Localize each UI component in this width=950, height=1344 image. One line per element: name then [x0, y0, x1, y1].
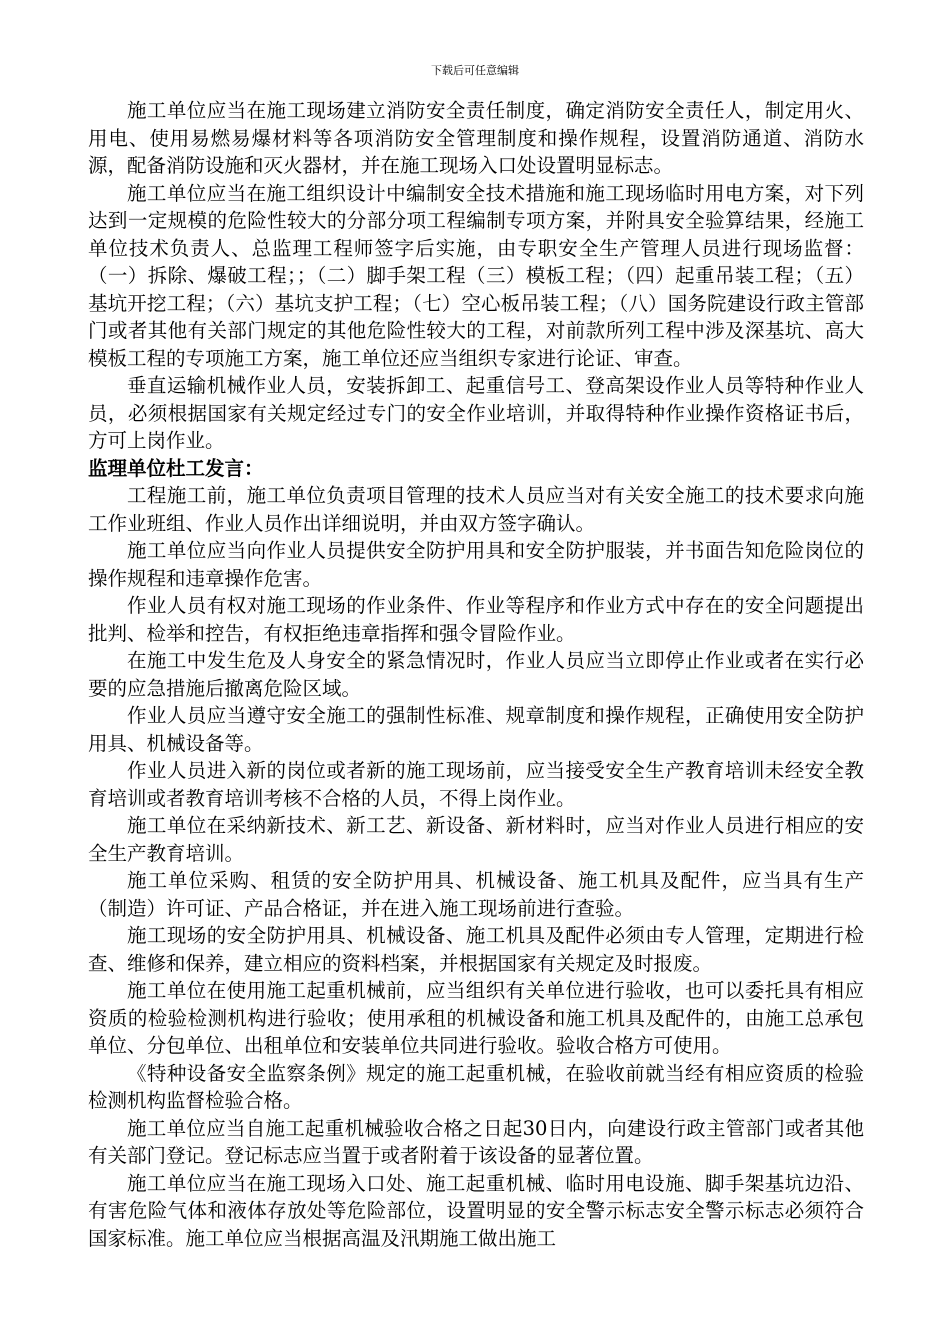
document-body	[88, 97, 864, 1252]
paragraph: 作业人员有权对施工现场的作业条件、作业等程序和作业方式中存在的安全问题提出批判、检举和控告，有权拒绝违章指挥和强令冒险作业。	[88, 594, 864, 645]
paragraph: 施工单位应当在施工现场建立消防安全责任制度，确定消防安全责任人，制定用火、用电、使用易燃易爆材料等各项消防安全管理制度和操作规程，设置消防通道、消防水源，配备消防设施和灭火器材，并在施工现场入口处设置明显标志。	[88, 99, 864, 177]
paragraph: 在施工中发生危及人身安全的紧急情况时，作业人员应当立即停止作业或者在实行必要的应急措施后撤离危险区域。	[88, 649, 864, 700]
paragraph: 作业人员应当遵守安全施工的强制性标准、规章制度和操作规程，正确使用安全防护用具、机械设备等。	[88, 704, 864, 755]
paragraph: 施工单位在采纳新技术、新工艺、新设备、新材料时，应当对作业人员进行相应的安全生产教育培训。	[88, 814, 864, 865]
paragraph: 工程施工前，施工单位负责项目管理的技术人员应当对有关安全施工的技术要求向施工作业班组、作业人员作出详细说明，并由双方签字确认。	[88, 484, 864, 535]
page-header: 下载后可任意编辑	[431, 64, 519, 77]
paragraph: 施工单位应当在施工现场入口处、施工起重机械、临时用电设施、脚手架基坑边沿、有害危险气体和液体存放处等危险部位，设置明显的安全警示标志安全警示标志必须符合国家标准。施工单位应当根据高温及汛期施工做出施工	[88, 1171, 864, 1250]
paragraph: 施工单位应当在施工组织设计中编制安全技术措施和施工现场临时用电方案，对下列达到一定规模的危险性较大的分部分项工程编制专项方案，并附具安全验算结果，经施工单位技术负责人、总监理工程师签字后实施，由专职安全生产管理人员进行现场监督：（一）拆除、爆破工程；；（二）脚手架工程（三）模板工程；（四）起重吊装工程；（五）基坑开挖工程；（六）基坑支护工程；（七）空心板吊装工程；（八）国务院建设行政主管部门或者其他有关部门规定的其他危险性较大的工程，对前款所列工程中涉及深基坑、高大模板工程的专项施工方案，施工单位还应当组织专家进行论证、审查。	[88, 181, 864, 370]
paragraph: 施工单位采购、租赁的安全防护用具、机械设备、施工机具及配件，应当具有生产（制造）许可证、产品合格证，并在进入施工现场前进行查验。	[88, 869, 864, 920]
paragraph: 《特种设备安全监察条例》规定的施工起重机械，在验收前就当经有相应资质的检验检测机构监督检验合格。	[88, 1061, 864, 1112]
paragraph: 作业人员进入新的岗位或者新的施工现场前，应当接受安全生产教育培训未经安全教育培训或者教育培训考核不合格的人员，不得上岗作业。	[88, 759, 864, 810]
paragraph: 施工单位应当自施工起重机械验收合格之日起30日内，向建设行政主管部门或者其他有关部门登记。登记标志应当置于或者附着于该设备的显著位置。	[88, 1116, 864, 1167]
paragraph: 垂直运输机械作业人员，安装拆卸工、起重信号工、登高架设作业人员等特种作业人员，必须根据国家有关规定经过专门的安全作业培训，并取得特种作业操作资格证书后，方可上岗作业。	[88, 374, 864, 452]
section-heading: 监理单位杜工发言：	[88, 456, 264, 480]
paragraph: 施工现场的安全防护用具、机械设备、施工机具及配件必须由专人管理，定期进行检查、维修和保养，建立相应的资料档案，并根据国家有关规定及时报废。	[88, 924, 864, 975]
paragraph: 施工单位在使用施工起重机械前，应当组织有关单位进行验收，也可以委托具有相应资质的检验检测机构进行验收；使用承租的机械设备和施工机具及配件的，由施工总承包单位、分包单位、出租单位和安装单位共同进行验收。验收合格方可使用。	[88, 979, 864, 1057]
paragraph: 施工单位应当向作业人员提供安全防护用具和安全防护服装，并书面告知危险岗位的操作规程和违章操作危害。	[88, 539, 864, 590]
